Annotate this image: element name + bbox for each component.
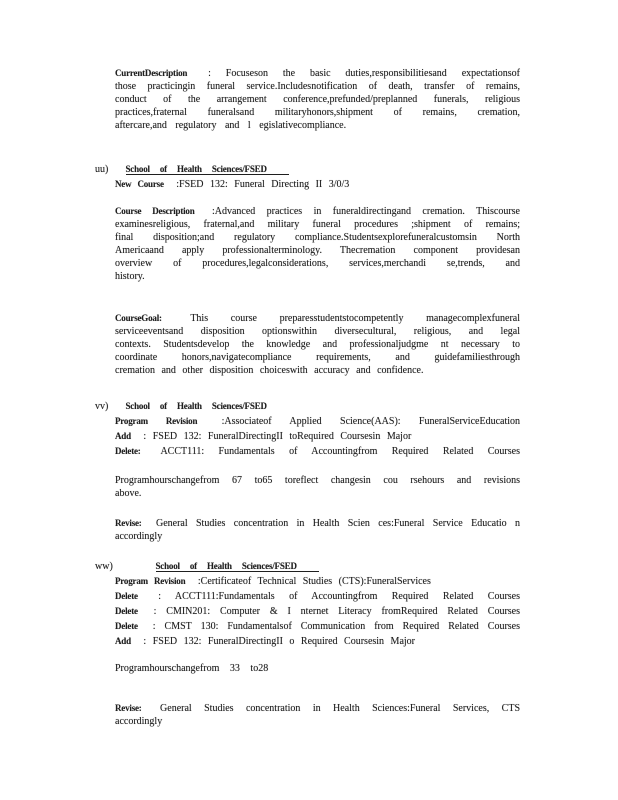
paragraph-program-hours-vv: [115, 474, 520, 500]
text-run: coordinate honors,navigatecompliance requirements, and guidefamiliesthrough: [115, 352, 520, 363]
text-run: those practicingin funeral service.Includesnotification of death, transfer of remains,: [115, 81, 520, 92]
text-run: : Focuseson the basic duties,responsibilitiesand expectationsof: [208, 68, 521, 79]
text-run: : FSED 132: FuneralDirectingII toRequired Coursesin Major: [143, 431, 412, 442]
text-line: [115, 530, 520, 543]
text-run: : CMIN201: Computer & I nternet Literacy fromRequired Related Courses: [153, 606, 520, 617]
field-label: Delete: [115, 621, 138, 631]
section-letter: ww): [95, 561, 113, 572]
text-line: [95, 559, 520, 574]
field-label: New Course: [115, 179, 164, 189]
paragraph-revise-ww: [115, 702, 520, 728]
section-heading: School of Health Sciences/FSED: [126, 164, 289, 175]
text-run: : ACCT111:Fundamentals of Accountingfrom Required Related Courses: [158, 591, 521, 602]
text-run: ACCT111: Fundamentals of Accountingfrom Required Related Courses: [160, 446, 520, 457]
text-line: [115, 205, 520, 218]
field-label: Delete: [115, 606, 138, 616]
field-label: Revise:: [115, 703, 142, 713]
section-uu-heading: [95, 162, 520, 192]
text-line: [115, 93, 520, 106]
text-line: [95, 162, 520, 177]
text-line: [115, 429, 520, 444]
text-line: [115, 364, 520, 377]
text-line: [115, 312, 520, 325]
text-run: serviceeventsand disposition optionswithin diversecultural, religious, and legal: [115, 326, 520, 337]
text-line: [115, 414, 520, 429]
field-label: Delete: [115, 591, 138, 601]
text-line: [115, 257, 520, 270]
field-label: Course Description: [115, 206, 195, 216]
text-run: :Advanced practices in funeraldirectingand cremation. Thiscourse: [211, 206, 520, 217]
field-label: Program Revision: [115, 576, 186, 586]
text-run: aftercare,and regulatory and l egislativecompliance.: [115, 120, 347, 131]
text-line: [115, 444, 520, 459]
text-line: [115, 517, 520, 530]
paragraph-course-description: [115, 205, 520, 283]
text-run: :Associateof Applied Science(AAS): FuneralServiceEducation: [221, 416, 521, 427]
section-ww-heading: [95, 559, 521, 649]
text-run: General Studies concentration in Health Scien ces:Funeral Service Educatio n: [155, 518, 521, 529]
text-run: final disposition;and regulatory compliance.Studentsexplorefuneralcustomsin North: [115, 232, 520, 243]
text-line: [115, 474, 520, 487]
text-run: Programhourschangefrom 67 to65 toreflect changesin cou rsehours and revisions: [115, 475, 520, 486]
text-run: accordingly: [115, 716, 163, 727]
text-run: overview of procedures,legalconsiderations, services,merchandi se,trends, and: [115, 258, 520, 269]
text-run: conduct of the arrangement conference,prefunded/preplanned funerals, religious: [115, 94, 520, 105]
text-line: [115, 80, 520, 93]
text-run: :Certificateof Technical Studies (CTS):FuneralServices: [197, 576, 431, 587]
text-line: [115, 487, 520, 500]
text-run: General Studies concentration in Health Sciences:Funeral Services, CTS: [160, 703, 520, 714]
text-run: history.: [115, 271, 145, 282]
paragraph-program-hours-ww: [115, 662, 520, 675]
text-run: contexts. Studentsdevelop the knowledge and professionaljudgme nt necessary to: [115, 339, 520, 350]
text-run: above.: [115, 488, 142, 499]
field-label: Program Revision: [115, 416, 198, 426]
field-label: Add: [115, 431, 131, 441]
text-run: accordingly: [115, 531, 163, 542]
text-run: Programhourschangefrom 33 to28: [115, 663, 269, 674]
text-run: examinesreligious, fraternal,and military funeral procedures ;shipment of remains;: [115, 219, 520, 230]
text-line: [115, 106, 520, 119]
text-run: : CMST 130: Fundamentalsof Communication from Required Related Courses: [152, 621, 521, 632]
field-label: Revise:: [115, 518, 142, 528]
text-run: This course preparesstudentstocompetently managecomplexfuneral: [190, 313, 520, 324]
text-run: Americaand apply professionalterminology. Thecremation component providesan: [115, 245, 520, 256]
section-heading: School of Health Sciences/FSED: [156, 561, 319, 572]
paragraph-current-description: [115, 67, 520, 132]
section-letter: uu): [95, 164, 109, 175]
field-label: Add: [115, 636, 131, 646]
text-line: [115, 218, 520, 231]
text-line: [95, 399, 520, 414]
field-label: CourseGoal:: [115, 313, 162, 323]
paragraph-course-goal: [115, 312, 520, 377]
text-line: [115, 351, 520, 364]
text-line: [115, 574, 520, 589]
text-line: [115, 702, 520, 715]
text-run: practices,fraternal funeralsand militaryhonors,shipment of remains, cremation,: [115, 107, 520, 118]
text-run: : FSED 132: FuneralDirectingII o Required Coursesin Major: [143, 636, 415, 647]
text-line: [115, 662, 520, 675]
text-line: [115, 67, 520, 80]
field-label: CurrentDescription: [115, 68, 188, 78]
text-line: [115, 589, 520, 604]
text-line: [115, 177, 520, 192]
text-line: [115, 244, 520, 257]
text-run: :FSED 132: Funeral Directing II 3/0/3: [176, 179, 350, 190]
section-letter: vv): [95, 401, 109, 412]
text-run: cremation and other disposition choiceswith accuracy and confidence.: [115, 365, 424, 376]
paragraph-revise-vv: [115, 517, 520, 543]
text-line: [115, 338, 520, 351]
text-line: [115, 619, 520, 634]
text-line: [115, 604, 520, 619]
text-line: [115, 634, 520, 649]
text-line: [115, 270, 520, 283]
text-line: [115, 325, 520, 338]
section-heading: School of Health Sciences/FSED: [125, 401, 267, 411]
field-label: Delete:: [115, 446, 141, 456]
text-line: [115, 119, 520, 132]
text-line: [115, 231, 520, 244]
section-vv-heading: [95, 399, 521, 459]
text-line: [115, 715, 520, 728]
